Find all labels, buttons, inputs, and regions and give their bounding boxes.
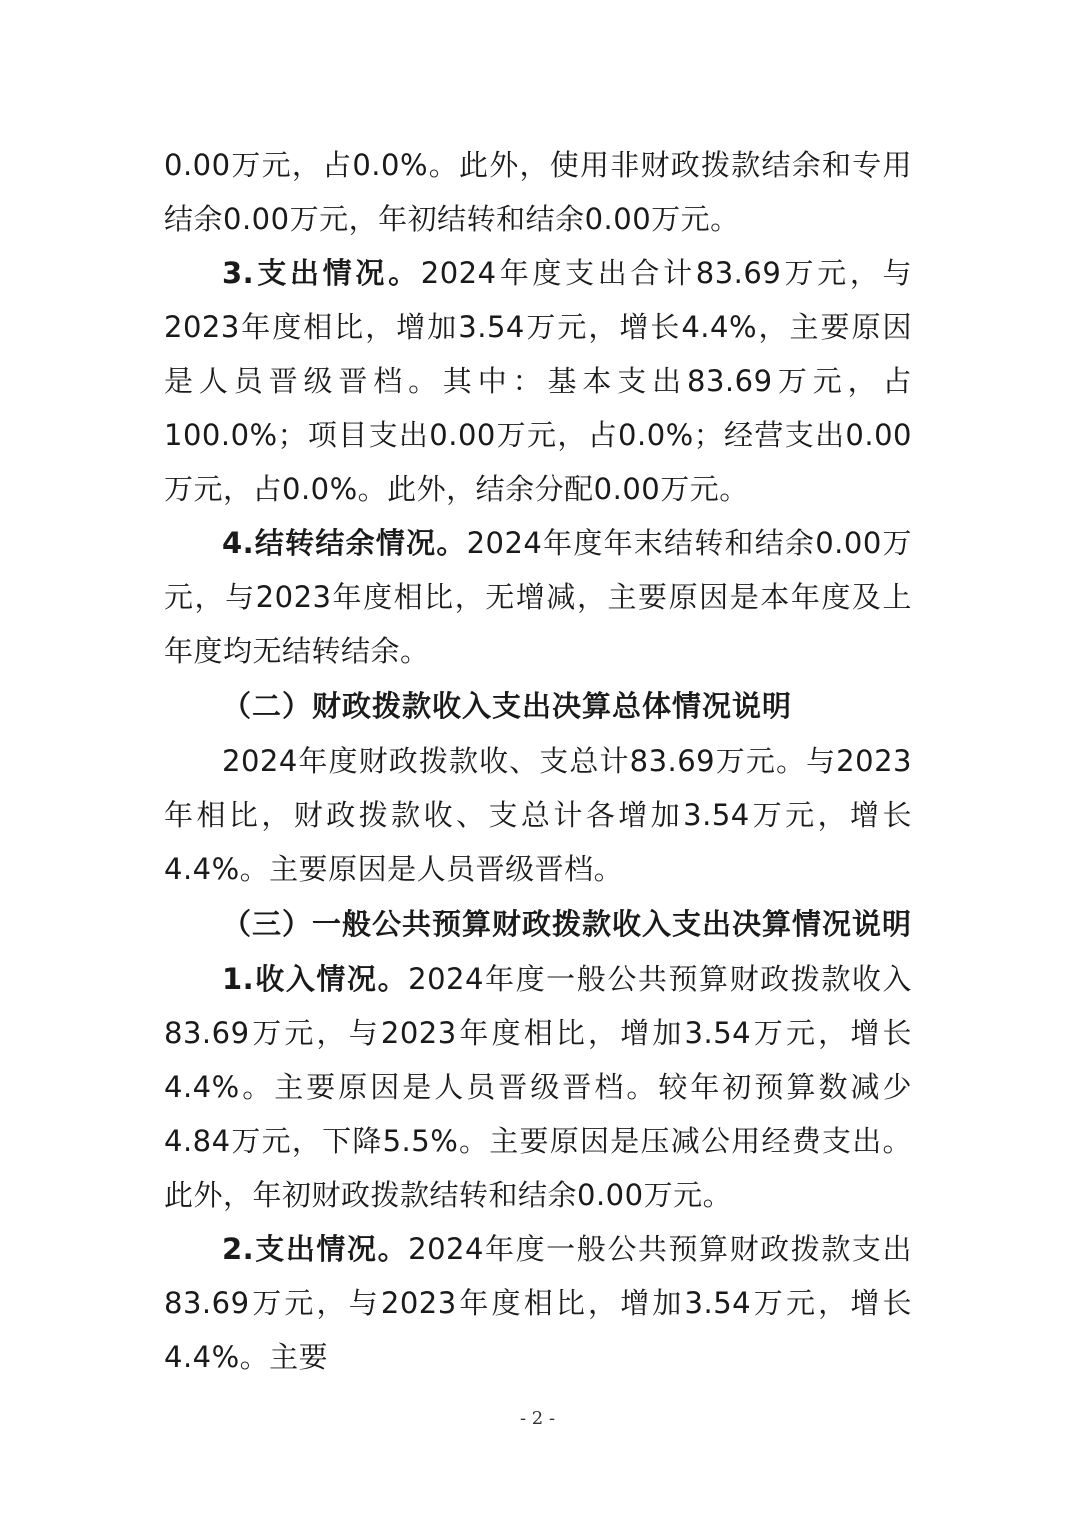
section-heading-2: （二）财政拨款收入支出决算总体情况说明 [222,689,793,723]
paragraph-lead: 4.结转结余情况。 [222,526,467,560]
paragraph-expenditure [164,246,912,516]
paragraph-text: 2024年度支出合计83.69万元，与2023年度相比，增加3.54万元，增长4.4%，主要原因是人员晋级晋档。其中：基本支出83.69万元，占100.0%；项目支出0.00万元，占0.0%；经营支出0.00万元，占0.0%。此外，结余分配0.00万元。 [164,256,912,506]
paragraph-continuation: 0.00万元，占0.0%。此外，使用非财政拨款结余和专用结余0.00万元，年初结转和结余0.00万元。 [164,148,912,236]
paragraph-fiscal-overview: 2024年度财政拨款收、支总计83.69万元。与2023年相比，财政拨款收、支总计各增加3.54万元，增长4.4%。主要原因是人员晋级晋档。 [164,744,912,886]
paragraph-lead: 1.收入情况。 [222,962,409,996]
document-body [164,138,912,1384]
paragraph-income [164,952,912,1222]
section-heading-3: （三）一般公共预算财政拨款收入支出决算情况说明 [222,907,913,941]
paragraph-lead: 2.支出情况。 [222,1232,409,1266]
paragraph-lead: 3.支出情况。 [222,256,421,290]
paragraph-text: 2024年度一般公共预算财政拨款收入83.69万元，与2023年度相比，增加3.54万元，增长4.4%。主要原因是人员晋级晋档。较年初预算数减少4.84万元，下降5.5%。主要原因是压减公用经费支出。此外，年初财政拨款结转和结余0.00万元。 [164,962,912,1212]
paragraph-text: 2024年度年末结转和结余0.00万元，与2023年度相比，无增减，主要原因是本年度及上年度均无结转结余。 [164,526,912,668]
paragraph-budget-expenditure [164,1222,912,1384]
page-number: - 2 - [519,1408,556,1429]
paragraph-text: 2024年度一般公共预算财政拨款支出83.69万元，与2023年度相比，增加3.54万元，增长4.4%。主要 [164,1232,912,1374]
paragraph-carryover [164,516,912,678]
